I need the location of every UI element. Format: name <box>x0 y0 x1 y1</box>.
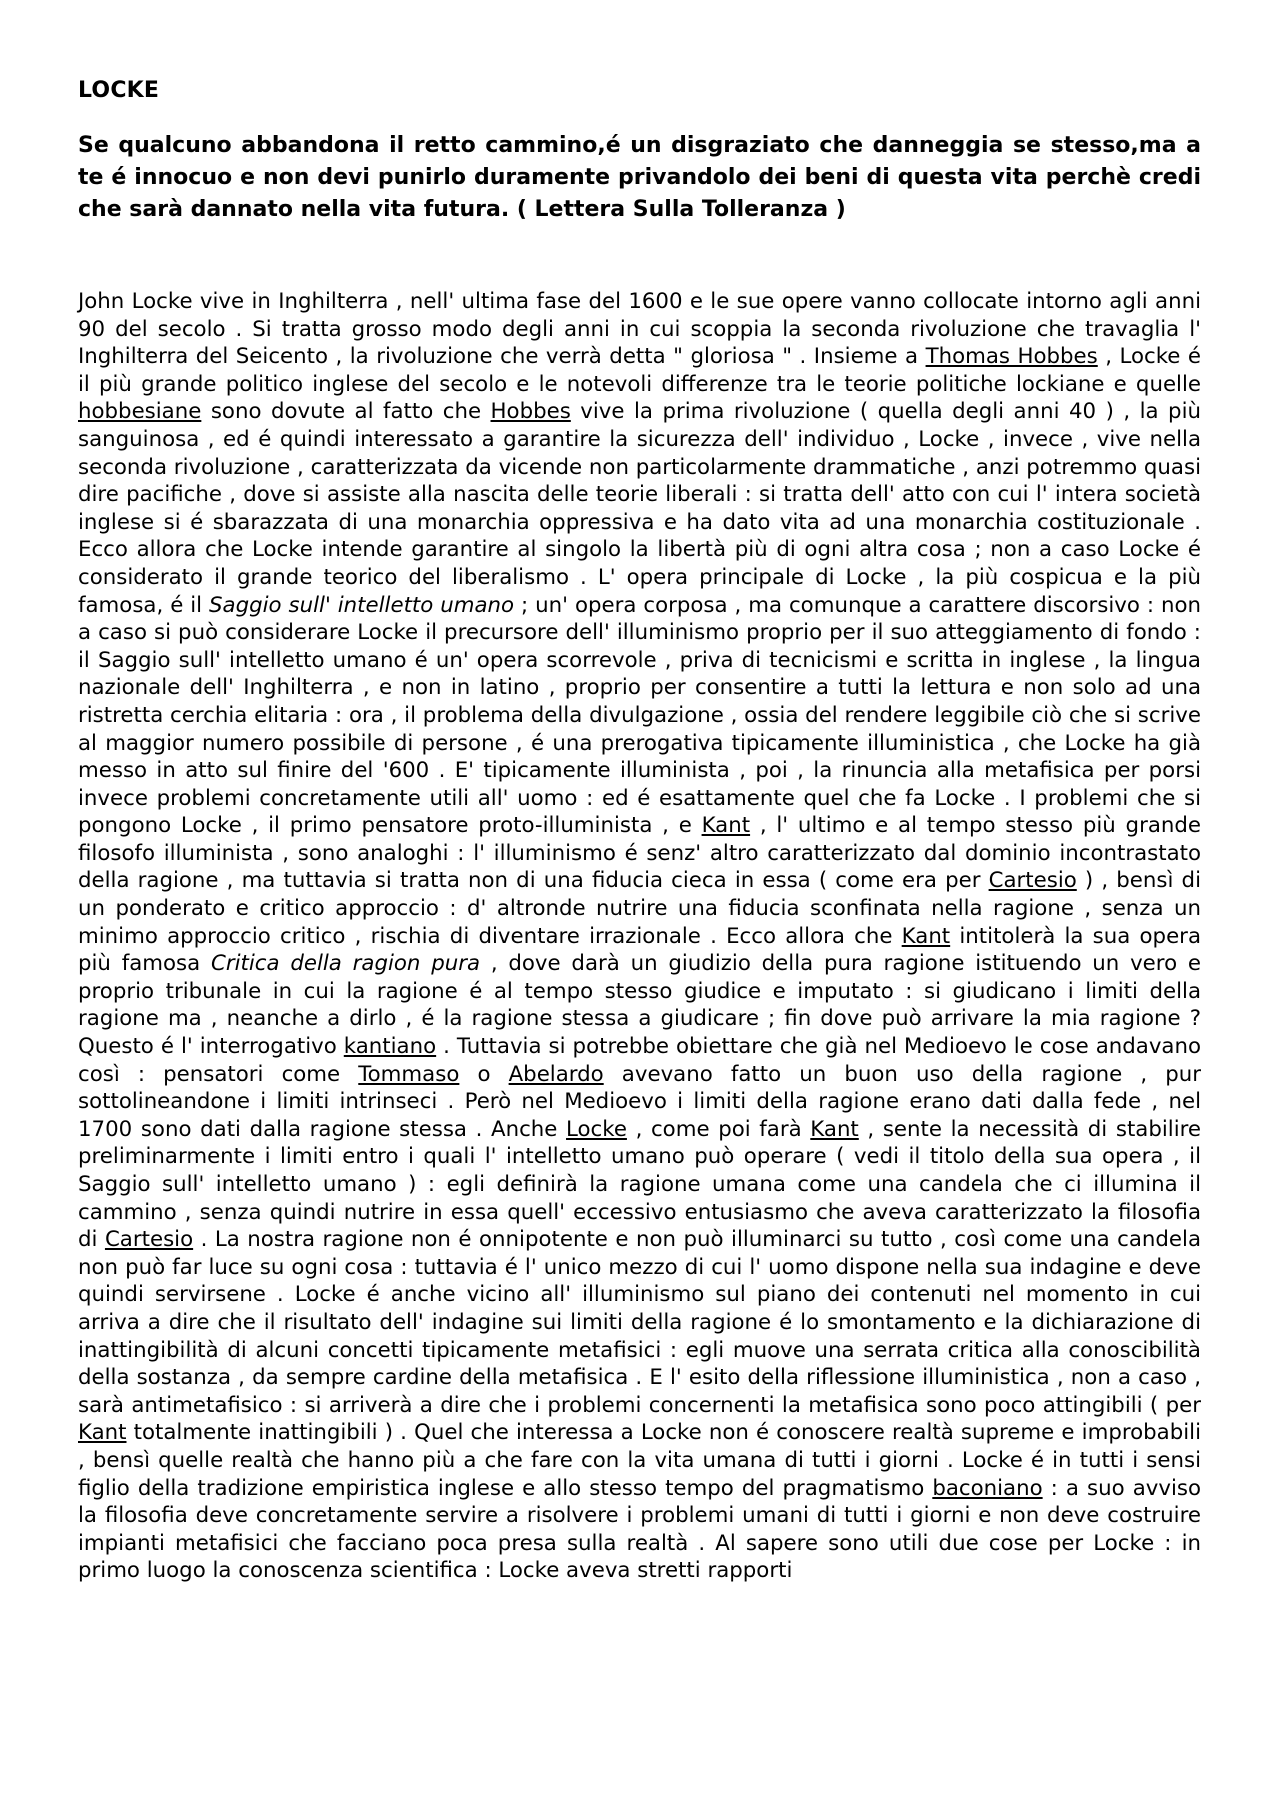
document-title: LOCKE <box>78 78 160 103</box>
text-segment: , come poi farà <box>626 1116 811 1142</box>
text-segment: o <box>459 1061 509 1087</box>
text-segment: avevano fatto un buon uso della ragione , pur sottolineandone i limiti intrinseci . Però nel Medioevo i limiti della ragione erano dati dalla fede , nel 1700 sono dati dalla ragione stessa . Anche <box>78 1061 1201 1142</box>
work-title: Critica della ragion pura <box>210 951 481 977</box>
link-abelardo[interactable]: Abelardo <box>508 1061 604 1087</box>
text-segment: ; un' opera corposa , ma comunque a carattere discorsivo : non a caso si può considerare Locke il precursore dell' illuminismo proprio per il suo atteggiamento di fondo : il Saggio sull' intelletto umano é un' opera scorrevole , priva di tecnicismi e scritta in inglese , la lingua nazionale dell' Inghilterra , e non in latino , proprio per consentire a tutti la lettura e non solo ad una ristretta cerchia elitaria : ora , il problema della divulgazione , ossia del rendere leggibile ciò che si scrive al maggior numero possibile di persone , é una prerogativa tipicamente illuministica , che Locke ha già messo in atto sul finire del '600 . E' tipicamente illuminista , poi , la rinuncia alla metafisica per porsi invece problemi concretamente utili all' uomo : ed é esattamente quel che fa Locke . I problemi che si pongono Locke , il primo pensatore proto-illuminista , e <box>78 592 1201 839</box>
text-segment: , Locke é il più grande politico inglese del secolo e le notevoli differenze tra le teorie politiche lockiane e quelle <box>78 344 1202 397</box>
text-segment: ) , bensì di un ponderato e critico approccio : d' altronde nutrire una fiducia sconfinata nella ragione , senza un minimo approccio critico , rischia di diventare irrazionale . Ecco allora che <box>78 868 1201 949</box>
text-segment: , l' ultimo e al tempo stesso più grande filosofo illuminista , sono analoghi : l' illuminismo é senz' altro caratterizzato dal dominio incontrastato della ragione , ma tuttavia si tratta non di una fiducia cieca in essa ( come era per <box>78 813 1201 894</box>
text-segment: . La nostra ragione non é onnipotente e non può illuminarci su tutto , così come una candela non può far luce su ogni cosa : tuttavia é l' unico mezzo di cui l' uomo dispone nella sua indagine e deve quindi servirsene . Locke é anche vicino all' illuminismo sul piano dei contenuti nel momento in cui arriva a dire che il risultato dell' indagine sui limiti della ragione é lo smontamento e la dichiarazione di inattingibilità di alcuni concetti tipicamente metafisici : egli muove una serrata critica alla conoscibilità della sostanza , da sempre cardine della metafisica . E l' esito della riflessione illuministica , non a caso , sarà antimetafisico : si arriverà a dire che i problemi concernenti la metafisica sono poco attingibili ( per <box>78 1227 1201 1418</box>
link-hobbes[interactable]: Hobbes <box>490 399 571 425</box>
text-segment: intitolerà la sua opera più famosa <box>78 923 1201 977</box>
link-kant[interactable]: Kant <box>701 813 751 839</box>
text-segment: : a suo avviso la filosofia deve concretamente servire a risolvere i problemi umani di tutti i giorni e non deve costruire impianti metafisici che facciano poca presa sulla realtà . Al sapere sono utili due cose per Locke : in primo luogo la conoscenza scientifica : Locke aveva stretti rapporti <box>78 1475 1201 1584</box>
link-hobbesiane[interactable]: hobbesiane <box>78 399 202 425</box>
link-kantiano[interactable]: kantiano <box>343 1034 437 1060</box>
link-locke[interactable]: Locke <box>566 1116 627 1142</box>
link-kant[interactable]: Kant <box>78 1420 127 1446</box>
text-segment: vive la prima rivoluzione ( quella degli anni 40 ) , la più sanguinosa , ed é quindi interessato a garantire la sicurezza dell' individuo , Locke , invece , vive nella seconda rivoluzione , caratterizzata da vicende non particolarmente drammatiche , anzi potremmo quasi dire pacifiche , dove si assiste alla nascita delle teorie liberali : si tratta dell' atto con cui l' intera società inglese si é sbarazzata di una monarchia oppressiva e ha dato vita ad una monarchia costituzionale . Ecco allora che Locke intende garantire al singolo la libertà più di ogni altra cosa ; non a caso Locke é considerato il grande teorico del liberalismo . L' opera principale di Locke , la più cospicua e la più famosa, é il <box>78 399 1201 618</box>
text-segment: totalmente inattingibili ) . Quel che interessa a Locke non é conoscere realtà supreme e improbabili , bensì quelle realtà che hanno più a che fare con la vita umana di tutti i giorni . Locke é in tutti i sensi figlio della tradizione empiristica inglese e allo stesso tempo del pragmatismo <box>78 1420 1201 1501</box>
text-segment: sono dovute al fatto che <box>201 399 491 425</box>
body-paragraph <box>78 288 1201 1585</box>
link-baconiano[interactable]: baconiano <box>932 1475 1043 1501</box>
work-title: Saggio sull' intelletto umano <box>209 592 515 618</box>
link-kant[interactable]: Kant <box>810 1116 859 1142</box>
text-segment: . Tuttavia si potrebbe obiettare che già nel Medioevo le cose andavano così : pensatori come <box>78 1034 1201 1087</box>
text-segment: , sente la necessità di stabilire preliminarmente i limiti entro i quali l' intelletto umano può operare ( vedi il titolo della sua opera , il Saggio sull' intelletto umano ) : egli definirà la ragione umana come una candela che ci illumina il cammino , senza quindi nutrire in essa quell' eccessivo entusiasmo che aveva caratterizzato la filosofia di <box>78 1116 1201 1253</box>
link-kant[interactable]: Kant <box>901 923 951 949</box>
link-thomas-hobbes[interactable]: Thomas Hobbes <box>925 344 1098 370</box>
link-cartesio[interactable]: Cartesio <box>104 1227 194 1253</box>
link-tommaso[interactable]: Tommaso <box>358 1061 460 1087</box>
link-cartesio[interactable]: Cartesio <box>988 868 1077 894</box>
text-segment: John Locke vive in Inghilterra , nell' ultima fase del 1600 e le sue opere vanno collocate intorno agli anni 90 del secolo . Si tratta grosso modo degli anni in cui scoppia la seconda rivoluzione che travaglia l' Inghilterra del Seicento , la rivoluzione che verrà detta " gloriosa " . Insieme a <box>78 289 1201 370</box>
epigraph-quote: Se qualcuno abbandona il retto cammino,é un disgraziato che danneggia se stesso,ma a te é innocuo e non devi punirlo duramente privandolo dei beni di questa vita perchè credi che sarà dannato nella vita futura. ( Lettera Sulla Tolleranza ) <box>78 133 1201 222</box>
text-segment: , dove darà un giudizio della pura ragione istituendo un vero e proprio tribunale in cui la ragione é al tempo stesso giudice e imputato : si giudicano i limiti della ragione ma , neanche a dirlo , é la ragione stessa a giudicare ; fin dove può arrivare la mia ragione ? Questo é l' interrogativo <box>78 951 1201 1060</box>
